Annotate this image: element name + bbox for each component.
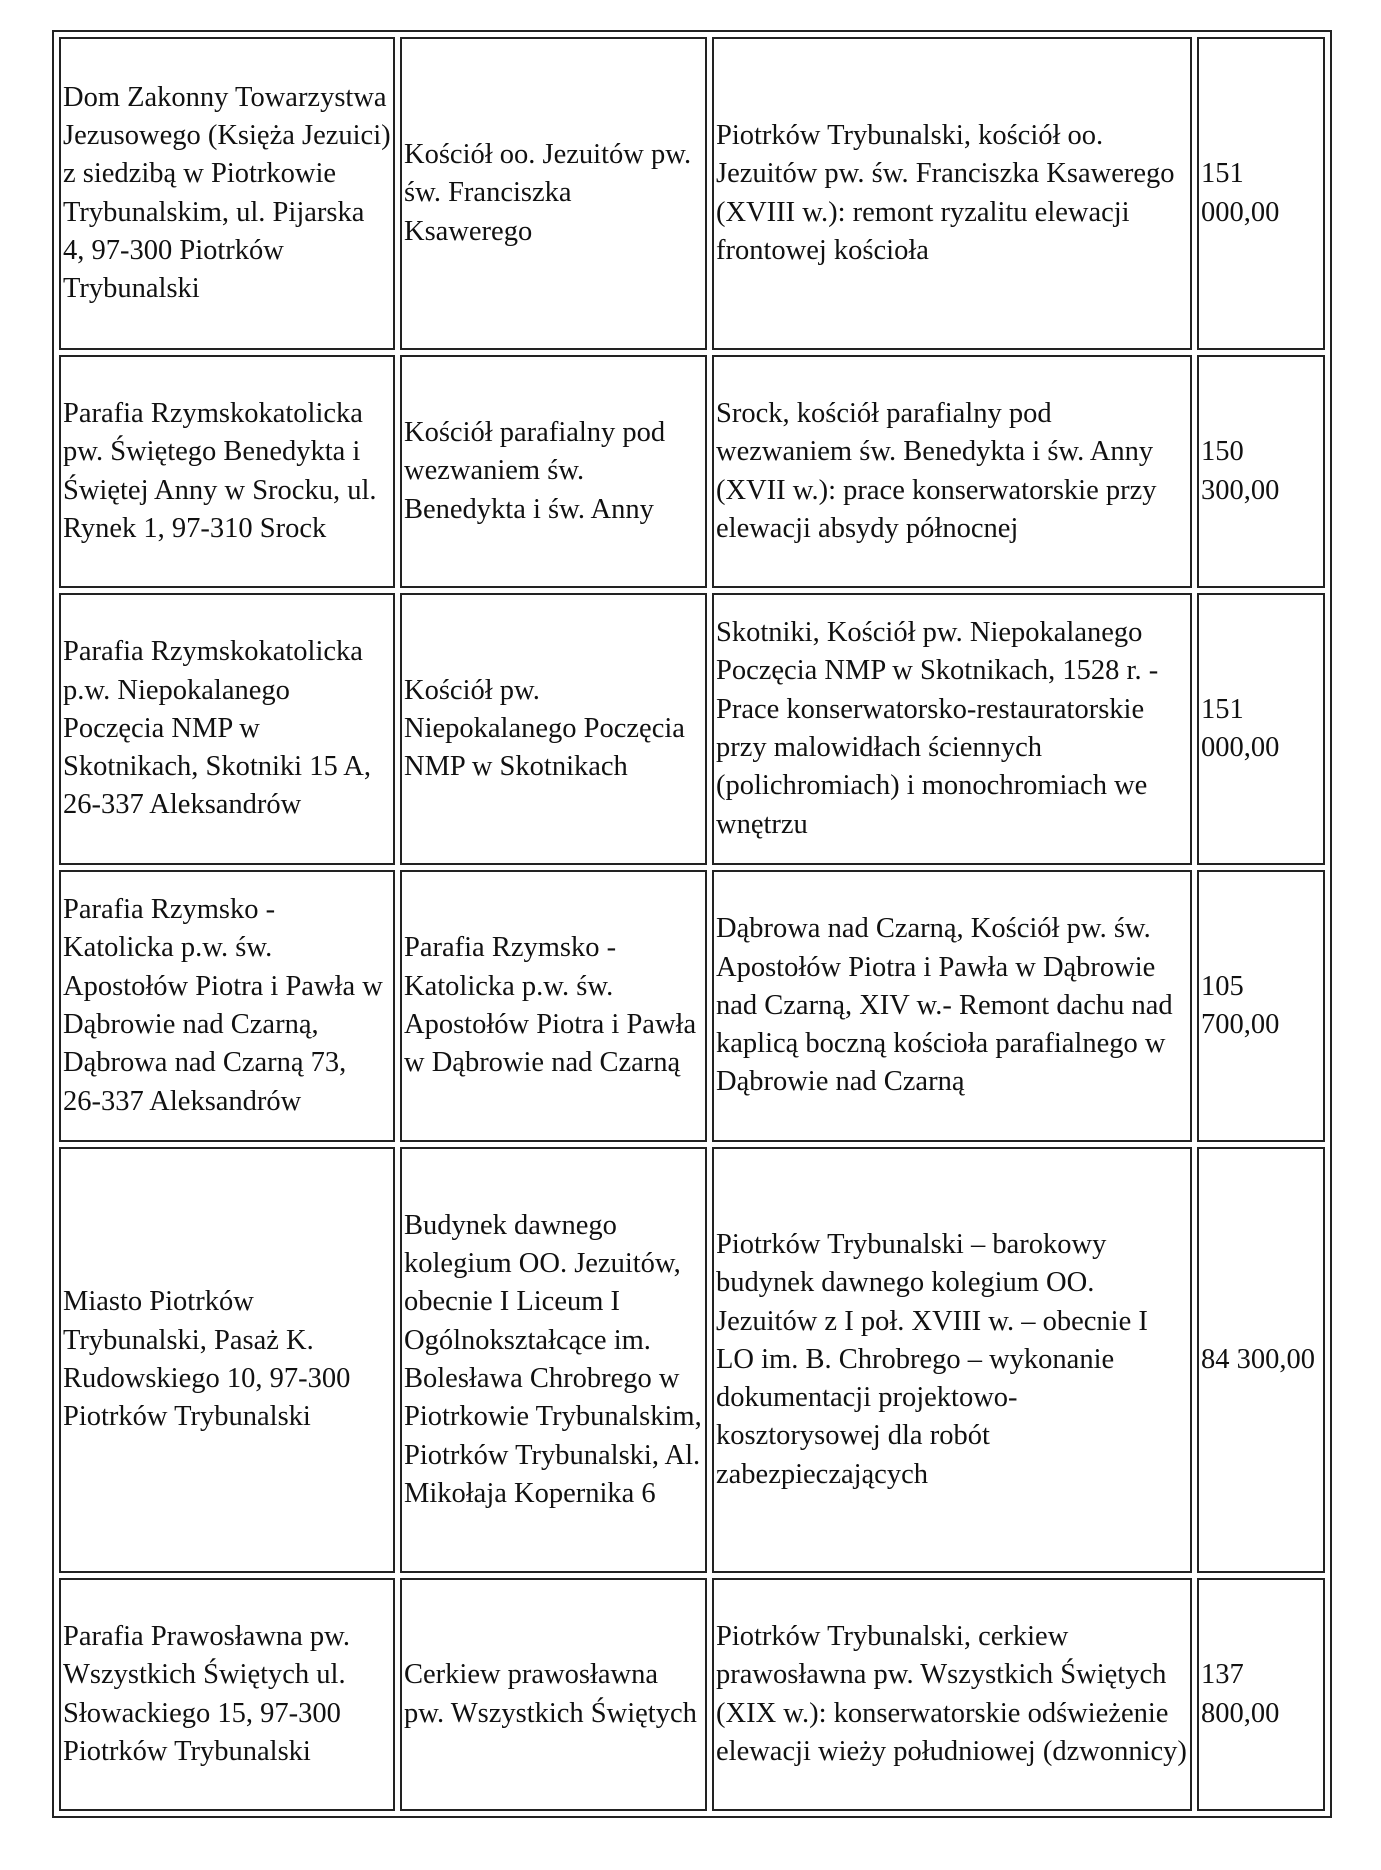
beneficiary-cell: Parafia Rzymskokatolicka pw. Świętego Benedykta i Świętej Anny w Srocku, ul. Rynek 1, 97-310 Srock — [59, 355, 395, 588]
table-row — [59, 1147, 1325, 1573]
object-cell: Kościół oo. Jezuitów pw. św. Franciszka Ksawerego — [400, 37, 707, 350]
task-cell: Dąbrowa nad Czarną, Kościół pw. św. Apostołów Piotra i Pawła w Dąbrowie nad Czarną, XIV w.- Remont dachu nad kaplicą boczną kościoła parafialnego w Dąbrowie nad Czarną — [712, 870, 1192, 1142]
object-cell: Parafia Rzymsko - Katolicka p.w. św. Apostołów Piotra i Pawła w Dąbrowie nad Czarną — [400, 870, 707, 1142]
table-row — [59, 593, 1325, 865]
object-cell: Kościół pw. Niepokalanego Poczęcia NMP w Skotnikach — [400, 593, 707, 865]
object-cell: Kościół parafialny pod wezwaniem św. Benedykta i św. Anny — [400, 355, 707, 588]
amount-cell: 105 700,00 — [1197, 870, 1325, 1142]
task-cell: Piotrków Trybunalski – barokowy budynek dawnego kolegium OO. Jezuitów z I poł. XVIII w. – obecnie I LO im. B. Chrobrego – wykonanie dokumentacji projektowo- kosztorysowej dla robót zabezpieczających — [712, 1147, 1192, 1573]
amount-cell: 84 300,00 — [1197, 1147, 1325, 1573]
amount-cell: 137 800,00 — [1197, 1578, 1325, 1811]
beneficiary-cell: Parafia Prawosławna pw. Wszystkich Świętych ul. Słowackiego 15, 97-300 Piotrków Trybunalski — [59, 1578, 395, 1811]
beneficiary-cell: Dom Zakonny Towarzystwa Jezusowego (Księża Jezuici) z siedzibą w Piotrkowie Trybunalskim, ul. Pijarska 4, 97-300 Piotrków Trybunalski — [59, 37, 395, 350]
task-cell: Piotrków Trybunalski, cerkiew prawosławna pw. Wszystkich Świętych (XIX w.): konserwatorskie odświeżenie elewacji wieży południowej (dzwonnicy) — [712, 1578, 1192, 1811]
amount-cell: 151 000,00 — [1197, 593, 1325, 865]
amount-cell: 150 300,00 — [1197, 355, 1325, 588]
object-cell: Budynek dawnego kolegium OO. Jezuitów, obecnie I Liceum I Ogólnokształcące im. Bolesława Chrobrego w Piotrkowie Trybunalskim, Piotrków Trybunalski, Al. Mikołaja Kopernika 6 — [400, 1147, 707, 1573]
task-cell: Skotniki, Kościół pw. Niepokalanego Poczęcia NMP w Skotnikach, 1528 r. - Prace konserwatorsko-restauratorskie przy malowidłach ściennych (polichromiach) i monochromiach we wnętrzu — [712, 593, 1192, 865]
task-cell: Piotrków Trybunalski, kościół oo. Jezuitów pw. św. Franciszka Ksawerego (XVIII w.): remont ryzalitu elewacji frontowej kościoła — [712, 37, 1192, 350]
beneficiary-cell: Miasto Piotrków Trybunalski, Pasaż K. Rudowskiego 10, 97-300 Piotrków Trybunalski — [59, 1147, 395, 1573]
amount-cell: 151 000,00 — [1197, 37, 1325, 350]
beneficiary-cell: Parafia Rzymskokatolicka p.w. Niepokalanego Poczęcia NMP w Skotnikach, Skotniki 15 A, 26-337 Aleksandrów — [59, 593, 395, 865]
object-cell: Cerkiew prawosławna pw. Wszystkich Świętych — [400, 1578, 707, 1811]
table-row — [59, 1578, 1325, 1811]
table-row — [59, 870, 1325, 1142]
beneficiary-cell: Parafia Rzymsko - Katolicka p.w. św. Apostołów Piotra i Pawła w Dąbrowie nad Czarną, Dąbrowa nad Czarną 73, 26-337 Aleksandrów — [59, 870, 395, 1142]
task-cell: Srock, kościół parafialny pod wezwaniem św. Benedykta i św. Anny (XVII w.): prace konserwatorskie przy elewacji absydy północnej — [712, 355, 1192, 588]
table-row — [59, 355, 1325, 588]
grants-table — [52, 30, 1332, 1818]
table-row — [59, 37, 1325, 350]
